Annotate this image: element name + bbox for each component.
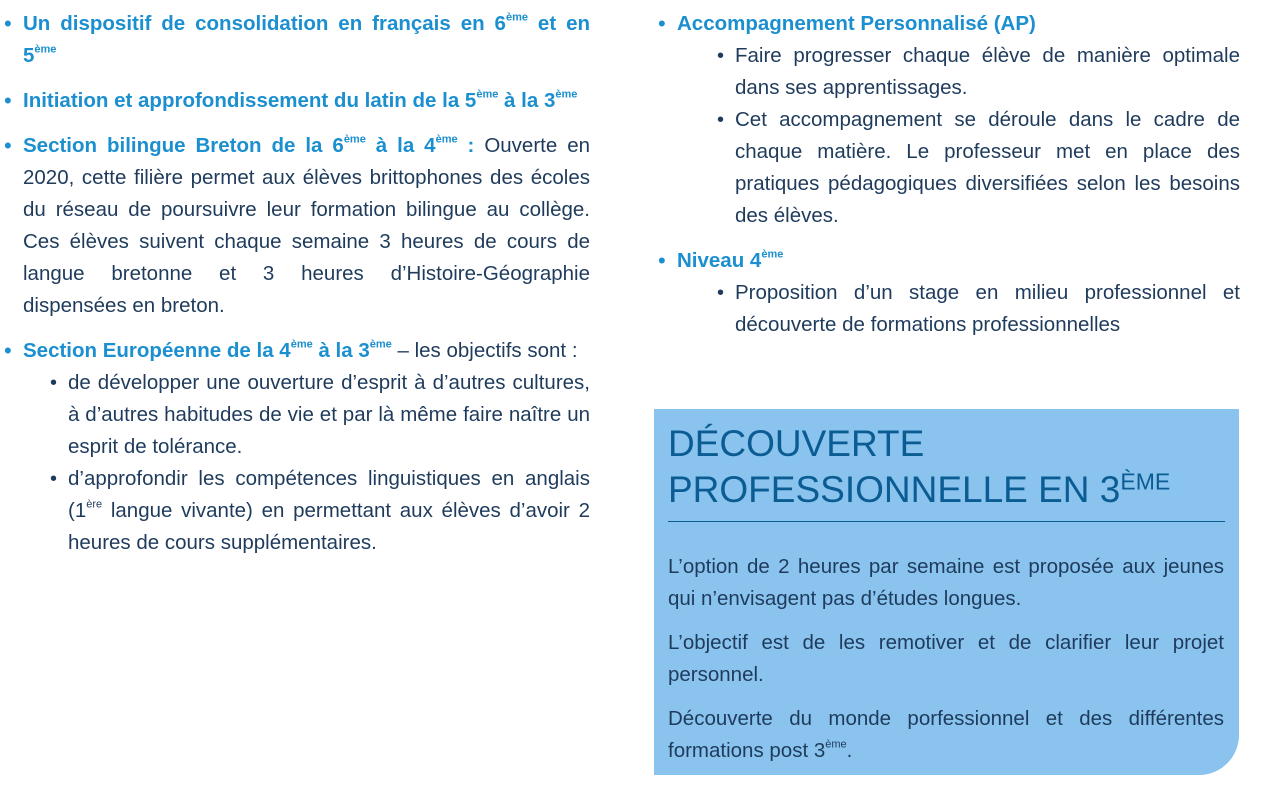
- sub-bullet-icon: •: [717, 282, 725, 304]
- item-title: Initiation et approfondissement du latin de la 5ème à la 3ème: [23, 88, 578, 112]
- box-paragraph: L’option de 2 heures par semaine est proposée aux jeunes qui n’envisagent pas d’études longues.: [668, 555, 1224, 610]
- sub-item: • Cet accompagnement se déroule dans le cadre de chaque matière. Le professeur met en place des pratiques pédagogiques diversifiées selon les besoins des élèves.: [717, 104, 1240, 232]
- right-column: [654, 8, 1240, 354]
- item-title: Section Européenne de la 4ème à la 3ème: [23, 338, 392, 362]
- box-body: [668, 551, 1224, 779]
- bullet-icon: •: [4, 88, 12, 113]
- left-column: [0, 8, 590, 572]
- item-title: Accompagnement Personnalisé (AP): [677, 12, 1036, 35]
- sub-bullet-icon: •: [717, 45, 725, 67]
- sub-item: • Proposition d’un stage en milieu professionnel et découverte de formations professionnelles: [717, 277, 1240, 341]
- list-item-ap: [654, 8, 1240, 232]
- bullet-icon: •: [4, 133, 12, 158]
- decouverte-box: [654, 409, 1239, 775]
- sub-item: • d’approfondir les compétences linguistiques en anglais (1ère langue vivante) en permettant aux élèves d’avoir 2 heures de cours supplémentaires.: [50, 463, 590, 559]
- bullet-icon: •: [658, 11, 666, 36]
- sub-bullet-icon: •: [717, 109, 725, 131]
- box-paragraph: L’objectif est de les remotiver et de clarifier leur projet personnel.: [668, 631, 1224, 686]
- sub-list: [717, 277, 1240, 341]
- list-item-latin: [0, 85, 590, 117]
- item-text: Ouverte en 2020, cette filière permet aux élèves brittophones des écoles du réseau de poursuivre leur formation bilingue au collège. Ces élèves suivent chaque semaine 3 heures de cours de langue bretonne et 3 heures d’Histoire-Géographie dispensées en breton.: [23, 134, 590, 317]
- item-title: Un dispositif de consolidation en français en 6ème et en 5ème: [23, 11, 591, 67]
- sub-item: • de développer une ouverture d’esprit à d’autres cultures, à d’autres habitudes de vie et par là même faire naître un esprit de tolérance.: [50, 367, 590, 463]
- box-title: DÉCOUVERTE PROFESSIONNELLE EN 3ÈME: [668, 421, 1225, 522]
- list-item-consolidation: [0, 8, 590, 72]
- list-item-niveau: [654, 245, 1240, 341]
- list-item-breton: [0, 130, 590, 322]
- bullet-icon: •: [4, 338, 12, 363]
- sub-list: [50, 367, 590, 559]
- bullet-icon: •: [658, 248, 666, 273]
- list-item-europeenne: [0, 335, 590, 559]
- item-text: – les objectifs sont :: [391, 339, 578, 362]
- item-title: Section bilingue Breton de la 6ème à la 4ème :: [23, 133, 475, 157]
- sub-item: • Faire progresser chaque élève de manière optimale dans ses apprentissages.: [717, 40, 1240, 104]
- sub-bullet-icon: •: [50, 468, 58, 490]
- sub-bullet-icon: •: [50, 372, 58, 394]
- item-title: Niveau 4ème: [677, 248, 784, 272]
- sub-list: [717, 40, 1240, 232]
- box-paragraph: Découverte du monde porfessionnel et des différentes formations post 3ème.: [668, 707, 1224, 762]
- bullet-icon: •: [4, 11, 12, 36]
